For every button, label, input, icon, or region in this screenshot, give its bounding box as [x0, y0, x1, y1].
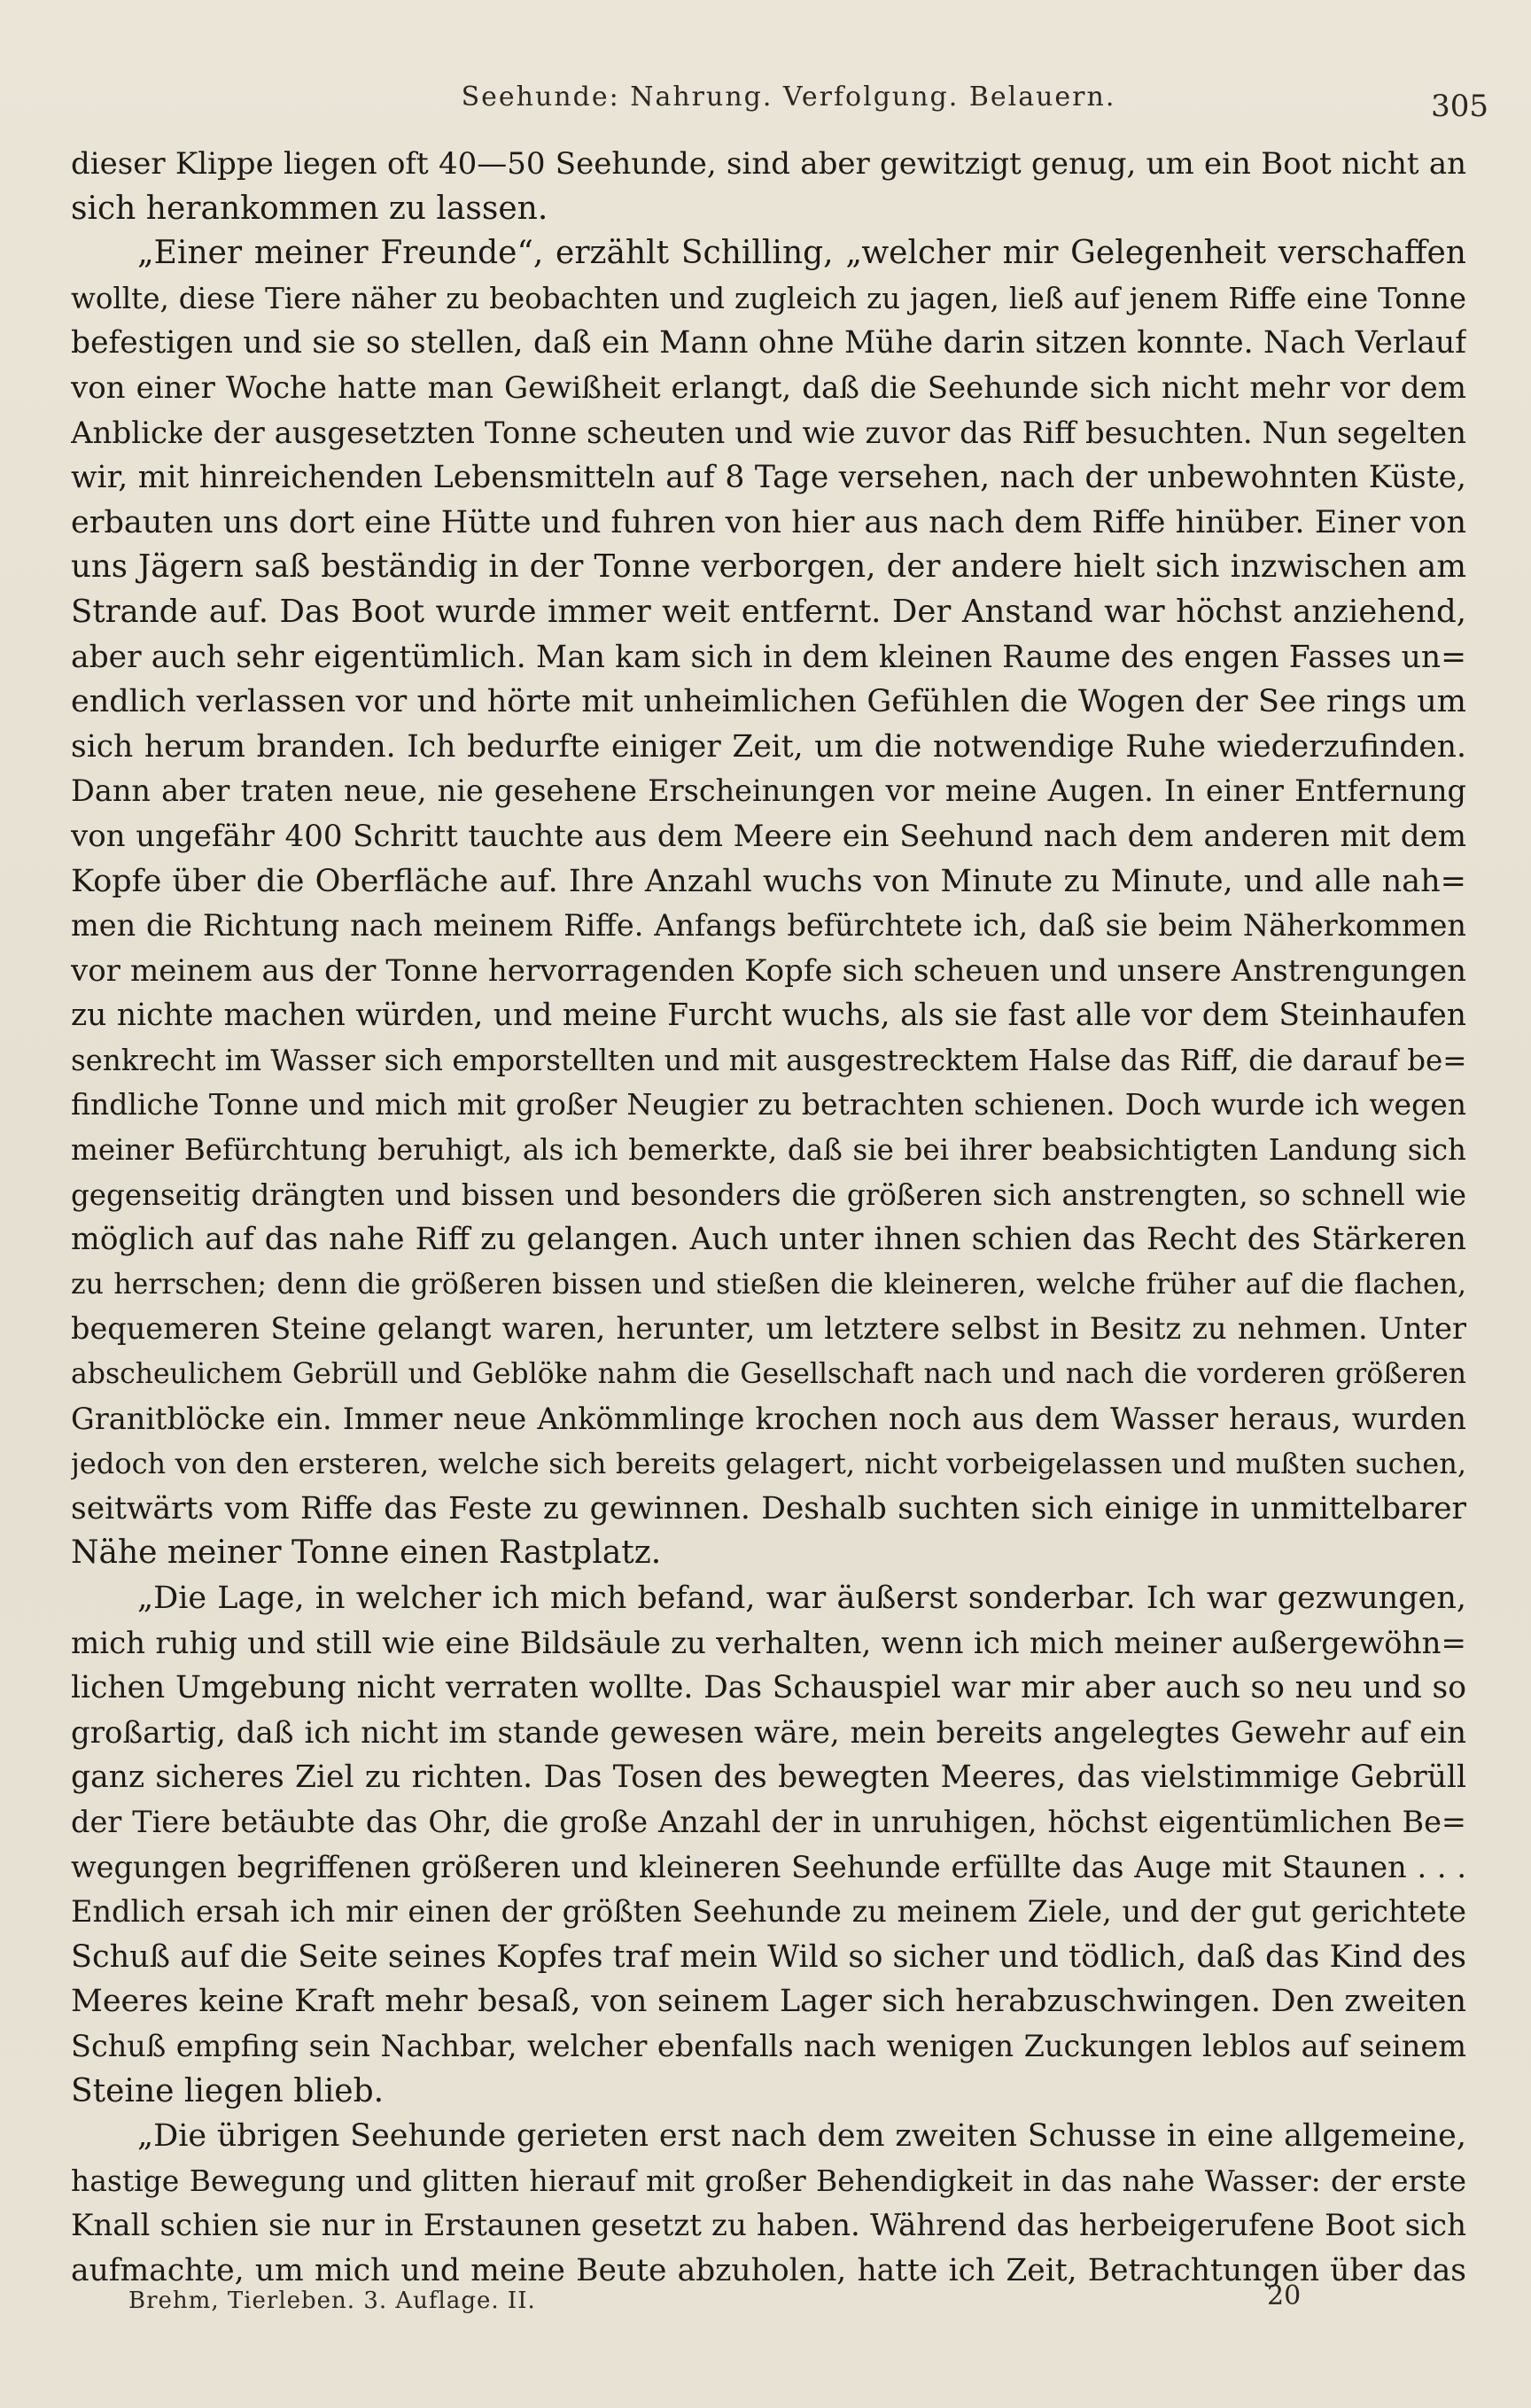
text-line: aber auch sehr eigentümlich. Man kam sich in dem kleinen Raume des engen Fasses un=: [71, 639, 1466, 675]
text-line: zu herrschen; denn die größeren bissen und stießen die kleineren, welche früher auf die flachen,: [71, 1268, 1466, 1301]
text-line: Steine liegen blieb.: [71, 2072, 385, 2109]
page-number: 305: [1431, 89, 1488, 124]
text-line: möglich auf das nahe Riff zu gelangen. Auch unter ihnen schien das Recht des Stärkeren: [71, 1222, 1466, 1258]
text-line: zu nichte machen würden, und meine Furcht wuchs, als sie fast alle vor dem Steinhaufen: [71, 998, 1466, 1034]
text-line: hastige Bewegung und glitten hierauf mit großer Behendigkeit in das nahe Wasser: der erste: [71, 2163, 1466, 2198]
text-line: Schuß empfing sein Nachbar, welcher ebenfalls nach wenigen Zuckungen leblos auf seinem: [71, 2028, 1466, 2063]
footer-signature: Brehm, Tierleben. 3. Auflage. II.: [128, 2288, 536, 2314]
text-line: Granitblöcke ein. Immer neue Ankömmlinge krochen noch aus dem Wasser heraus, wurden: [71, 1401, 1466, 1436]
running-head: Seehunde: Nahrung. Verfolgung. Belauern.: [461, 82, 1116, 113]
text-line: sich herankommen zu lassen.: [71, 190, 548, 227]
text-line: wollte, diese Tiere näher zu beobachten und zugleich zu jagen, ließ auf jenem Riffe eine Tonne: [71, 281, 1466, 315]
text-line: men die Richtung nach meinem Riffe. Anfangs befürchtete ich, daß sie beim Näherkommen: [71, 908, 1466, 944]
text-line: lichen Umgebung nicht verraten wollte. Das Schauspiel war mir aber auch so neu und so: [71, 1670, 1466, 1706]
text-line: bequemeren Steine gelangt waren, herunter, um letztere selbst in Besitz zu nehmen. Unter: [71, 1311, 1466, 1347]
paragraph-first-line: „Einer meiner Freunde“, erzählt Schilling, „welcher mir Gelegenheit verschaffen: [137, 235, 1466, 272]
text-line: dieser Klippe liegen oft 40—50 Seehunde, sind aber gewitzigt genug, um ein Boot nicht an: [71, 146, 1466, 182]
text-line: findliche Tonne und mich mit großer Neugier zu betrachten schienen. Doch wurde ich wegen: [71, 1087, 1466, 1122]
text-line: Meeres keine Kraft mehr besaß, von seinem Lager sich herabzuschwingen. Den zweiten: [71, 1984, 1466, 2020]
text-line: ganz sicheres Ziel zu richten. Das Tosen des bewegten Meeres, das vielstimmige Gebrüll: [71, 1759, 1466, 1796]
text-line: von einer Woche hatte man Gewißheit erlangt, daß die Seehunde sich nicht mehr vor dem: [71, 369, 1466, 406]
text-line: vor meinem aus der Tonne hervorragenden Kopfe sich scheuen und unsere Anstrengungen: [71, 952, 1466, 989]
text-line: meiner Befürchtung beruhigt, als ich bemerkte, daß sie bei ihrer beabsichtigten Landung sich: [71, 1133, 1466, 1168]
text-line: Anblicke der ausgesetzten Tonne scheuten und wie zuvor das Riff besuchten. Nun segelten: [71, 415, 1466, 451]
text-line: uns Jägern saß beständig in der Tonne verborgen, der andere hielt sich inzwischen am: [71, 548, 1466, 586]
text-line: mich ruhig und still wie eine Bildsäule zu verhalten, wenn ich mich meiner außergewöhn=: [71, 1625, 1466, 1661]
text-line: sich herum branden. Ich bedurfte einiger Zeit, um die notwendige Ruhe wiederzufinden.: [71, 728, 1466, 765]
paragraph-first-line: „Die Lage, in welcher ich mich befand, war äußerst sonderbar. Ich war gezwungen,: [137, 1581, 1466, 1616]
text-line: von ungefähr 400 Schritt tauchte aus dem Meere ein Seehund nach dem anderen mit dem: [71, 818, 1466, 854]
text-line: Nähe meiner Tonne einen Rastplatz.: [71, 1534, 662, 1572]
text-line: jedoch von den ersteren, welche sich bereits gelagert, nicht vorbeigelassen und mußten suchen,: [71, 1447, 1466, 1481]
text-line: seitwärts vom Riffe das Feste zu gewinnen. Deshalb suchten sich einige in unmittelbarer: [71, 1490, 1466, 1526]
text-line: wir, mit hinreichenden Lebensmitteln auf 8 Tage versehen, nach der unbewohnten Küste,: [71, 460, 1466, 496]
text-line: wegungen begriffenen größeren und kleineren Seehunde erfüllte das Auge mit Staunen . . .: [71, 1849, 1466, 1884]
text-line: aufmachte, um mich und meine Beute abzuholen, hatte ich Zeit, Betrachtungen über das: [71, 2252, 1466, 2288]
text-line: Endlich ersah ich mir einen der größten Seehunde zu meinem Ziele, und der gut gerichtete: [71, 1894, 1466, 1930]
body-text: [71, 142, 1466, 2294]
text-line: endlich verlassen vor und hörte mit unheimlichen Gefühlen die Wogen der See rings um: [71, 684, 1466, 720]
text-line: befestigen und sie so stellen, daß ein Mann ohne Mühe darin sitzen konnte. Nach Verlauf: [71, 325, 1466, 361]
sheet-number: 20: [1267, 2280, 1302, 2311]
paragraph-first-line: „Die übrigen Seehunde gerieten erst nach dem zweiten Schusse in eine allgemeine,: [137, 2118, 1466, 2155]
text-line: abscheulichem Gebrüll und Geblöke nahm die Gesellschaft nach und nach die vorderen größeren: [71, 1358, 1466, 1391]
text-line: Kopfe über die Oberfläche auf. Ihre Anzahl wuchs von Minute zu Minute, und alle nah=: [71, 863, 1466, 899]
text-line: Dann aber traten neue, nie gesehene Erscheinungen vor meine Augen. In einer Entfernung: [71, 773, 1466, 809]
text-line: großartig, daß ich nicht im stande gewesen wäre, mein bereits angelegtes Gewehr auf ein: [71, 1714, 1466, 1751]
text-line: Knall schien sie nur in Erstaunen gesetzt zu haben. Während das herbeigerufene Boot sich: [71, 2208, 1466, 2244]
text-line: Strande auf. Das Boot wurde immer weit entfernt. Der Anstand war höchst anziehend,: [71, 593, 1466, 630]
text-line: der Tiere betäubte das Ohr, die große Anzahl der in unruhigen, höchst eigentümlichen Be=: [71, 1804, 1466, 1839]
text-line: erbauten uns dort eine Hütte und fuhren von hier aus nach dem Riffe hinüber. Einer von: [71, 504, 1466, 540]
text-line: gegenseitig drängten und bissen und besonders die größeren sich anstrengten, so schnell wie: [71, 1177, 1466, 1212]
text-line: senkrecht im Wasser sich emporstellten und mit ausgestrecktem Halse das Riff, die darauf be=: [71, 1043, 1466, 1077]
text-line: Schuß auf die Seite seines Kopfes traf mein Wild so sicher und tödlich, daß das Kind des: [71, 1938, 1466, 1975]
